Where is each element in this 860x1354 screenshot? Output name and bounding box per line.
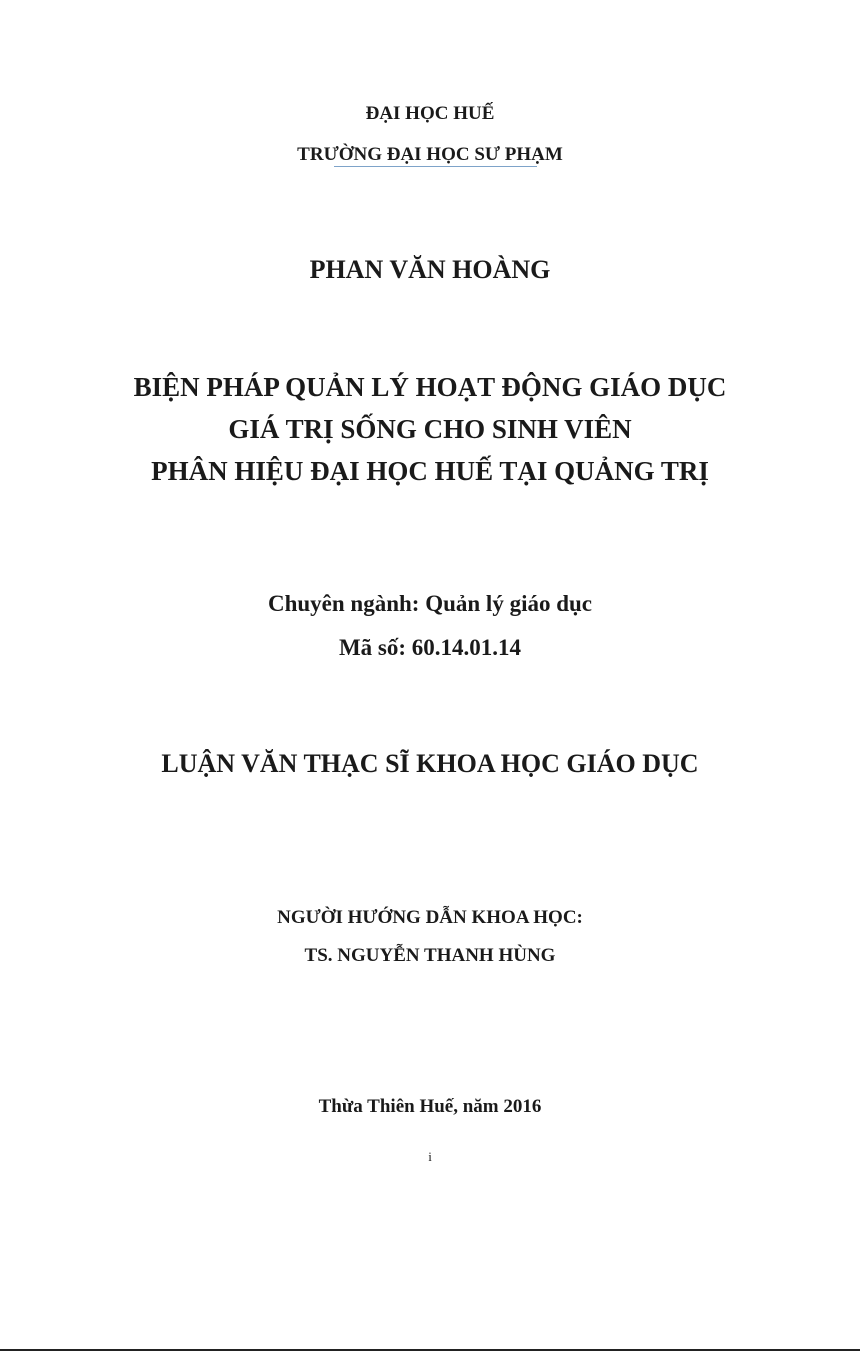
degree-title: LUẬN VĂN THẠC SĨ KHOA HỌC GIÁO DỤC [161, 749, 699, 778]
bottom-border [0, 1349, 860, 1351]
advisor-label: NGƯỜI HƯỚNG DẪN KHOA HỌC: [277, 907, 583, 928]
author-name: PHAN VĂN HOÀNG [309, 255, 551, 284]
page-number: i [428, 1149, 432, 1164]
specialization-code: Mã số: 60.14.01.14 [338, 635, 522, 660]
advisor-name: TS. NGUYỄN THANH HÙNG [304, 945, 556, 966]
college-name: TRƯỜNG ĐẠI HỌC SƯ PHẠM [297, 144, 563, 165]
spellcheck-underline [334, 166, 537, 167]
thesis-title-line-2: GIÁ TRỊ SỐNG CHO SINH VIÊN [228, 414, 632, 444]
specialization: Chuyên ngành: Quản lý giáo dục [267, 591, 593, 616]
thesis-title-line-1: BIỆN PHÁP QUẢN LÝ HOẠT ĐỘNG GIÁO DỤC [133, 372, 727, 402]
place-and-year: Thừa Thiên Huế, năm 2016 [318, 1096, 542, 1117]
thesis-title-line-3: PHÂN HIỆU ĐẠI HỌC HUẾ TẠI QUẢNG TRỊ [151, 456, 709, 486]
university-name: ĐẠI HỌC HUẾ [365, 103, 495, 124]
